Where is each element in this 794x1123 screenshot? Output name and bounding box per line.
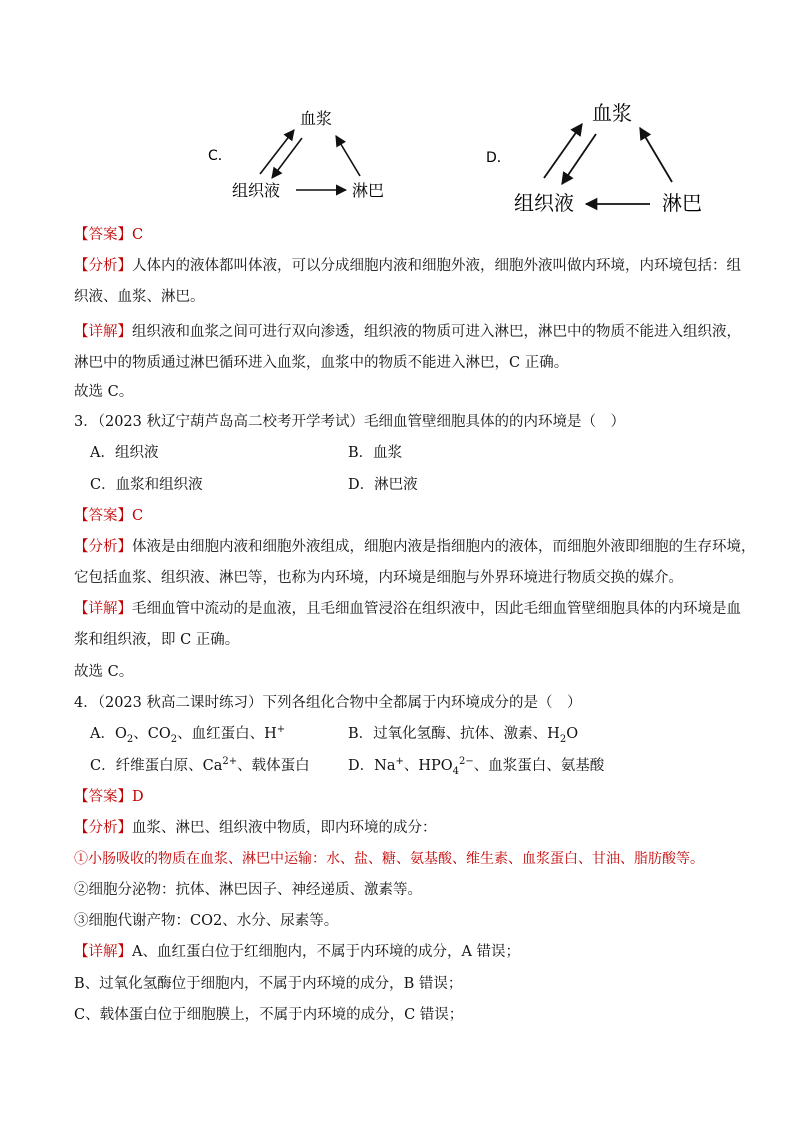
analysis-tag: 【分析】 [74,820,132,836]
q3-analysis-line-2: 它包括血浆、组织液、淋巴等，也称为内环境，内环境是细胞与外界环境进行物质交换的媒介。 [74,570,683,586]
arrow-right-to-top [640,128,672,182]
diagram-d-right-node: 淋巴 [662,191,702,215]
q2-answer [74,224,734,246]
answer-tag: 【答案】 [74,508,132,524]
arrow-left-to-top [260,130,294,174]
diagram-c [200,98,440,208]
analysis-tag: 【分析】 [74,539,132,555]
q3-stem: 3．（2023 秋辽宁葫芦岛高二校考开学考试）毛细血管壁细胞具体的的内环境是（ ） [74,414,625,430]
detail-tag: 【详解】 [74,324,132,340]
q2-analysis-line-1: 【分析】人体内的液体都叫体液，可以分成细胞内液和细胞外液，细胞外液叫做内环境，内环境包括：组 [74,258,741,274]
q4-option-d: D．Na+、$HPO_4^{2-}$、血浆蛋白、氨基酸 [348,756,605,777]
answer-value: C [132,508,144,524]
q2-conclusion: 故选 C。 [74,384,134,400]
q4-option-b: B．过氧化氢酶、抗体、激素、$H_2O$ [348,726,579,745]
diagram-c-top-node: 血浆 [300,109,333,128]
arrow-top-to-left [272,138,302,178]
detail-tag: 【详解】 [74,944,132,960]
diagram-d [478,92,738,220]
q3-analysis-line-1: 【分析】体液是由细胞内液和细胞外液组成，细胞内液是指细胞内的液体，而细胞外液即细胞的生存环境， [74,539,756,555]
answer-tag: 【答案】 [74,227,132,243]
q4-option-c: C．纤维蛋白原、$Ca^{2+}$、载体蛋白 [90,756,310,774]
diagram-c-right-node: 淋巴 [352,181,385,200]
answer-value: C [132,227,144,243]
detail-tag: 【详解】 [74,601,132,617]
diagram-c-left-node: 组织液 [232,181,281,200]
q4-answer [74,786,734,808]
q4-point-3: ③细胞代谢产物：CO2、水分、尿素等。 [74,913,339,929]
q3-conclusion: 故选 C。 [74,664,134,680]
arrow-top-to-left [562,134,596,184]
q4-detail-line-2: B、过氧化氢酶位于细胞内，不属于内环境的成分，B 错误； [74,976,463,992]
analysis-tag: 【分析】 [74,258,132,274]
answer-tag: 【答案】 [74,789,132,805]
q3-option-a: A．组织液 [90,445,159,461]
diagram-d-left-node: 组织液 [514,191,574,215]
q4-stem: 4．（2023 秋高二课时练习）下列各组化合物中全都属于内环境成分的是（ ） [74,695,582,711]
q2-analysis-line-2: 织液、血浆、淋巴。 [74,289,205,305]
diagram-c-label: C． [208,148,232,164]
q3-detail-line-1: 【详解】毛细血管中流动的是血液，且毛细血管浸浴在组织液中，因此毛细血管壁细胞具体的内环境是血 [74,601,741,617]
q4-detail-line-1: 【详解】A、血红蛋白位于红细胞内，不属于内环境的成分，A 错误； [74,944,521,960]
q3-option-c: C．血浆和组织液 [90,477,203,493]
q3-option-d: D．淋巴液 [348,477,418,493]
q2-detail-line-1: 【详解】组织液和血浆之间可进行双向渗透，组织液的物质可进入淋巴，淋巴中的物质不能进入组织液， [74,324,741,340]
q4-detail-line-3: C、载体蛋白位于细胞膜上，不属于内环境的成分，C 错误； [74,1007,464,1023]
answer-value: D [132,789,144,805]
q2-detail-line-2: 淋巴中的物质通过淋巴循环进入血浆，血浆中的物质不能进入淋巴，C 正确。 [74,355,569,371]
diagram-d-label: D． [486,150,511,166]
q4-point-1: ①小肠吸收的物质在血浆、淋巴中运输：水、盐、糖、氨基酸、维生素、血浆蛋白、甘油、脂肪酸等。 [74,851,704,867]
diagram-d-top-node: 血浆 [592,101,632,125]
q3-detail-line-2: 浆和组织液，即 C 正确。 [74,632,240,648]
q3-option-b: B．血浆 [348,445,403,461]
q4-analysis: 【分析】血浆、淋巴、组织液中物质，即内环境的成分： [74,820,437,836]
q4-option-a: A．$O_2$、$CO_2$、血红蛋白、H+ [90,724,286,745]
arrow-left-to-top [544,124,582,178]
arrow-right-to-top [336,136,360,176]
q3-answer [74,505,734,527]
q4-point-2: ②细胞分泌物：抗体、淋巴因子、神经递质、激素等。 [74,882,422,898]
